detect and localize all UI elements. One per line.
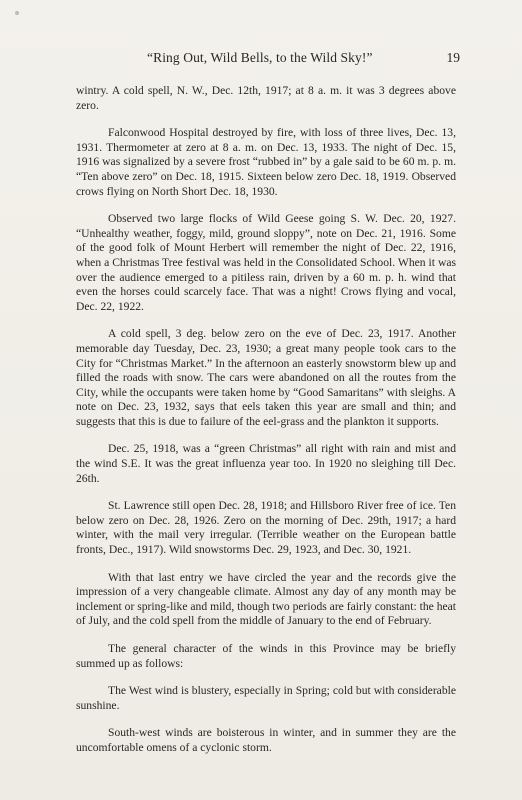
paragraph-9: The West wind is blustery, especially in Spring; cold but with considerable sunshine. bbox=[76, 684, 456, 712]
paragraph-5: Dec. 25, 1918, was a “green Christmas” all right with rain and mist and the wind S.E. It was the great influenza year too. In 1920 no sleighing till Dec. 26th. bbox=[76, 442, 456, 485]
paragraph-7: With that last entry we have circled the year and the records give the impression of a very changeable climate. Almost any day of any month may be inclement or spring-like and mild, though two periods are fairly constant: the heat of July, and the cold spell from the middle of January to the end of February. bbox=[76, 570, 456, 628]
paragraph-1: wintry. A cold spell, N. W., Dec. 12th, 1917; at 8 a. m. it was 3 degrees above zero. bbox=[76, 84, 456, 112]
paragraph-6: St. Lawrence still open Dec. 28, 1918; and Hillsboro River free of ice. Ten below zero on Dec. 28, 1926. Zero on the morning of Dec. 29th, 1917; a hard winter, with the mail very irregular. (Terrible weather on the European battle fronts, Dec., 1917). Wild snowstorms Dec. 29, 1923, and Dec. 30, 1921. bbox=[76, 499, 456, 557]
page-number: 19 bbox=[446, 50, 460, 65]
paper-speck bbox=[15, 11, 19, 15]
paragraph-2: Falconwood Hospital destroyed by fire, with loss of three lives, Dec. 13, 1931. Thermometer at zero at 8 a. m. on Dec. 13, 1933. The night of Dec. 15, 1916 was signalized by a severe frost “rubbed in” by a gale said to be 60 m. p. m. “Ten above zero” on Dec. 18, 1915. Sixteen below zero Dec. 18, 1919. Observed crows flying on North Short Dec. 18, 1930. bbox=[76, 126, 456, 198]
paragraph-3: Observed two large flocks of Wild Geese going S. W. Dec. 20, 1927. “Unhealthy weather, foggy, mild, ground sloppy”, note on Dec. 21, 1916. Some of the good folk of Mount Herbert will remember the night of Dec. 22, 1916, when a Christmas Tree festival was held in the Consolidated School. When it was over the audience emerged to a pitiless rain, driven by a 60 m. p. h. wind that even the horses could scarcely face. That was a night! Crows flying and vocal, Dec. 22, 1922. bbox=[76, 212, 456, 313]
body-text bbox=[76, 84, 456, 769]
paragraph-10: South-west winds are boisterous in winter, and in summer they are the uncomfortable omens of a cyclonic storm. bbox=[76, 726, 456, 754]
running-header: “Ring Out, Wild Bells, to the Wild Sky!” bbox=[147, 50, 373, 65]
paragraph-4: A cold spell, 3 deg. below zero on the eve of Dec. 23, 1917. Another memorable day Tuesday, Dec. 23, 1930; a great many people took cars to the City for “Christmas Market.” In the afternoon an easterly snowstorm blew up and filled the roads with snow. The cars were abandoned on all the routes from the City, while the occupants were taken home by “Good Samaritans” with sleighs. A note on Dec. 23, 1932, says that eels taken this year are small and thin; and suggests that this is due to failure of the eel-grass and the plankton it supports. bbox=[76, 327, 456, 428]
paragraph-8: The general character of the winds in this Province may be briefly summed up as follows: bbox=[76, 642, 456, 670]
